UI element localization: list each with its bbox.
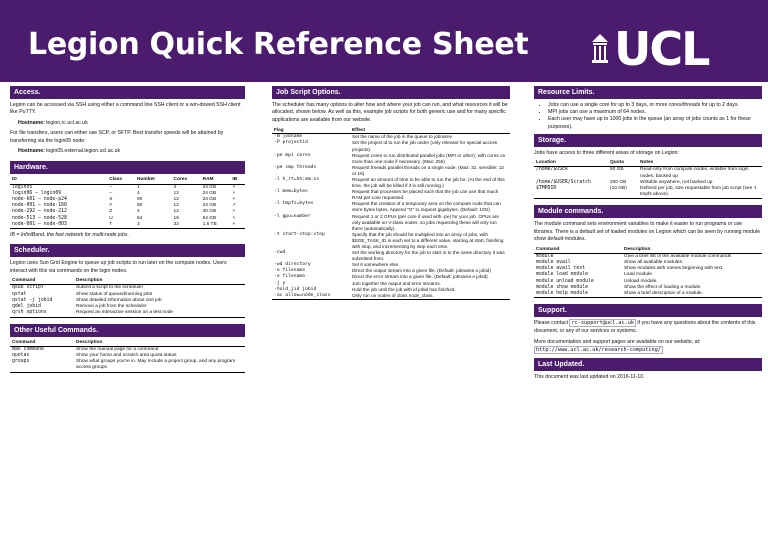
table-row: [534, 186, 762, 199]
cell: ×: [232, 184, 236, 190]
cell: 50 GB: [610, 167, 624, 173]
section-heading-storage: Storage.: [534, 134, 762, 147]
scheduler-intro: Legion uses Sun Grid Engine to queue up job scripts to run later on the compute nodes. Users interact with this via commands on the login nodes.: [10, 260, 227, 274]
table-row: [534, 167, 762, 180]
support-email-link[interactable]: rc-support@ucl.ac.uk: [571, 320, 634, 327]
cell: -l tmpfs=bytes: [274, 201, 314, 207]
cell: -cwd: [274, 250, 286, 256]
table-row: [272, 189, 510, 201]
cell: Direct the error stream into a given file. (Default: jobname.e jobid): [352, 274, 488, 280]
cell: Show the effect of loading a module.: [624, 284, 702, 290]
cell: -wd directory: [274, 262, 311, 268]
section-heading-last-updated: Last Updated.: [534, 358, 762, 371]
ucl-logo: [590, 22, 760, 76]
cell: Request an amount of time to be able to run the job for. (At the end of this time, the job will be killed if it is still running.): [352, 176, 505, 189]
cell: Show status of queued/running jobs: [76, 291, 153, 297]
cell: 24 GB: [202, 190, 217, 196]
cell: 4: [173, 184, 177, 190]
table-row: [10, 310, 245, 317]
scheduler-table: [10, 278, 245, 317]
cell: ×: [232, 209, 236, 215]
resource-limits-list: [534, 102, 762, 131]
section-heading-other-commands: Other Useful Commands.: [10, 324, 245, 337]
section-heading-scheduler: Scheduler.: [10, 244, 245, 257]
cell: login06 — login09: [12, 190, 62, 196]
cell: 64: [137, 215, 143, 221]
support-text: if you have any questions about the contents of this document, or any of our services or systems.: [534, 320, 756, 334]
cell: /home/$USER/Scratch: [536, 179, 591, 185]
column-header: ID: [10, 177, 107, 184]
cell: -pe mpi cores: [274, 152, 311, 158]
column-header: Number: [135, 177, 172, 184]
support-text: Please contact: [534, 320, 569, 327]
cell: 16: [173, 215, 179, 221]
section-heading-support: Support.: [534, 304, 762, 317]
cell: man command: [12, 346, 44, 352]
cell: Request 1 or 2 GPUs (per core if used with -pe) for your job. GPUs are only available on V-class nodes, so jobs requesting these will only run there (automatically).: [352, 213, 499, 231]
storage-intro: Jobs have access to three different areas of storage on Legion:: [534, 149, 679, 156]
cell: Y: [109, 203, 113, 209]
cell: ×: [232, 215, 236, 221]
hostname-value: login05.external.legion.ucl.ac.uk: [46, 148, 121, 155]
cell: -N jobname: [274, 134, 303, 140]
table-row: [272, 165, 510, 177]
column-header: Notes: [638, 160, 762, 167]
cell: 200 GB: [610, 179, 627, 185]
cell: qstat -j jobid: [12, 297, 53, 303]
cell: module load module: [536, 272, 588, 278]
hostname-label: Hostname:: [18, 119, 45, 126]
cell: 40 GB: [202, 209, 217, 215]
cell: -l mem=bytes: [274, 189, 308, 195]
table-row: [272, 250, 510, 262]
cell: /home/$USER: [536, 167, 568, 173]
table-row: [272, 201, 510, 213]
table-row: [272, 140, 510, 152]
cell: Z: [109, 209, 113, 215]
last-updated-text: This document was last updated on 2016-11-10.: [534, 373, 645, 380]
cell: Show modules with names beginning with text.: [624, 266, 724, 272]
transfer-hostname-line: [10, 148, 245, 155]
cell: Set the project id to run the job under (only relevant for special access projects).: [352, 140, 498, 152]
column-middle: [272, 86, 510, 300]
modules-intro: The module command sets environment variables to make it easier to run programs or use libraries. There is a default set of loaded modules on Legion which can be seen by running module show default-modules.: [534, 221, 760, 243]
cell: Show your home and scratch area quota status: [76, 352, 177, 358]
cell: module avail text: [536, 266, 586, 272]
storage-table: [534, 160, 762, 199]
column-header: IB: [230, 177, 245, 184]
cell: 64 GB: [202, 215, 217, 221]
cell: Defined per job, size requestable from job script (see -l tmpfs above).: [638, 186, 762, 199]
cell: 12: [173, 197, 179, 203]
cell: Remove a job from the scheduler: [76, 304, 147, 310]
cell: ×: [232, 190, 236, 196]
cell: Request that processes be placed such that the job can use that much RAM per core requested.: [352, 189, 499, 201]
cell: 1: [137, 184, 140, 190]
column-header: Flag: [272, 127, 350, 134]
cell: Request threads parallel threads on a single node. (Max: 32, sensible: 12 or 16): [352, 164, 504, 176]
table-row: [272, 232, 510, 250]
cell: -l gpu=number: [274, 213, 311, 219]
cell: Show what groups you're in. May include a project group, and any program access groups: [74, 359, 245, 372]
cell: 4: [137, 190, 140, 196]
job-script-table: [272, 127, 510, 300]
job-script-intro: The scheduler has many options to alter how and where your job can run, and what resources it will be allocated, shown below. As well as this, example job scripts for both generic use and for many specific applications are available from our website.: [272, 102, 508, 123]
cell: -ac allow=node_class: [272, 293, 350, 300]
transfer-paragraph: For file transfers, users can either use SCP, or SFTP. Best transfer speeds will be attained by transferring via the login05 node:: [10, 130, 224, 144]
cell: Give a brief list of the available module commands: [624, 253, 732, 259]
column-header: Command: [10, 278, 74, 285]
list-item: • Each user may have up to 1000 jobs in the queue (an array of jobs counts as 1 for these purposes).: [548, 116, 762, 130]
section-heading-access: Access.: [10, 86, 245, 99]
cell: Request an interactive session on a test node: [74, 310, 245, 317]
cell: Show all available modules.: [624, 260, 684, 266]
cell: node-292 — node-212: [12, 209, 67, 215]
cell: ×: [230, 222, 245, 229]
column-header: Location: [534, 160, 608, 167]
cell: Request cores to run distributed parallel jobs (MPI or other), with cores on more than one node if necessary. (Max: 256): [352, 152, 506, 164]
cell: Submit a script to the scheduler: [76, 285, 144, 291]
section-heading-hardware: Hardware.: [10, 161, 245, 174]
website-link[interactable]: http://www.ucl.ac.uk/research-computing/: [536, 346, 661, 353]
cell: 3: [135, 222, 172, 229]
portico-icon: [590, 32, 610, 66]
cell: (10 GB): [608, 186, 638, 199]
cell: groups: [10, 359, 74, 372]
cell: Request the creation of a temporary area on the compute node that can store bytes bytes. Append "G" to request gigabytes. (Default: 10G): [352, 201, 501, 213]
page-title: Legion Quick Reference Sheet: [28, 27, 529, 62]
modules-table: [534, 247, 762, 299]
column-header: Description: [74, 278, 245, 285]
cell: 24 GB: [202, 203, 217, 209]
hostname-line: [10, 120, 245, 127]
section-heading-job-script: Job Script Options.: [272, 86, 510, 99]
cell: Writable anywhere, not backed up: [640, 179, 713, 185]
cell: -o filename: [274, 268, 306, 274]
column-header: Description: [74, 340, 245, 347]
cell: Show the manual page for a command: [76, 346, 159, 352]
cell: Show detailed information about one job: [76, 297, 162, 303]
cell: 24 GB: [202, 184, 217, 190]
support-paragraph: [534, 320, 762, 335]
column-left: [10, 86, 245, 373]
docs-text: More documentation and support pages are available on our website, at:: [534, 339, 701, 346]
cell: Set the working directory for the job to start in to the same directory it was submitted from.: [352, 250, 505, 262]
cell: quotas: [12, 352, 30, 358]
table-row: [10, 222, 245, 229]
cell: X: [109, 197, 113, 203]
column-header: Effect: [350, 127, 510, 134]
cell: qrsh options: [10, 310, 74, 317]
table-row: [272, 293, 510, 300]
cell: U: [109, 215, 113, 221]
cell: node-513 — node-528: [12, 215, 67, 221]
cell: module: [536, 253, 554, 259]
cell: Show a brief description of a module.: [622, 291, 762, 298]
column-header: Quota: [608, 160, 638, 167]
cell: –: [109, 184, 112, 190]
column-header: Command: [534, 247, 622, 254]
cell: Set the name of the job in the queue to jobname: [352, 134, 453, 140]
cell: 1.5 TB: [201, 222, 231, 229]
hostname-label: Hostname:: [18, 148, 45, 155]
cell: module avail: [536, 260, 571, 266]
cell: node-k01 — node-p24: [12, 197, 67, 203]
column-right: [534, 86, 762, 384]
table-row: [10, 346, 245, 353]
cell: $TMPDIR: [534, 186, 608, 199]
cell: module unload module: [536, 278, 594, 284]
cell: Set it somewhere else.: [352, 262, 400, 268]
logo-wordmark: UCL: [614, 22, 709, 76]
cell: Only run on nodes of class node_class.: [350, 293, 510, 300]
table-row: [10, 184, 245, 191]
cell: Hold the job until the job with id jobid has finished.: [352, 286, 456, 292]
hardware-table: [10, 177, 245, 229]
other-commands-table: [10, 340, 245, 373]
cell: Read-only from compute nodes, writable from login nodes, backed up: [640, 167, 749, 179]
section-heading-modules: Module commands.: [534, 205, 762, 218]
cell: 12: [173, 203, 179, 209]
table-row: [10, 359, 245, 372]
cell: Direct the output stream into a given file. (Default: jobname.o jobid): [352, 268, 491, 274]
column-header: Class: [107, 177, 135, 184]
column-header: RAM: [201, 177, 231, 184]
cell: qdel jobid: [12, 304, 41, 310]
cell: qsub script: [12, 285, 44, 291]
cell: T: [107, 222, 135, 229]
hardware-note: IB = InfiniBand, the fast network for multi-node jobs.: [10, 232, 129, 239]
table-row: [272, 214, 510, 232]
table-row: [272, 177, 510, 189]
cell: Join together the output and error streams.: [352, 280, 441, 286]
cell: -e filename: [274, 274, 306, 280]
cell: 12: [173, 190, 179, 196]
cell: login05: [12, 184, 33, 190]
cell: –: [109, 190, 112, 196]
cell: ×: [232, 197, 236, 203]
cell: module show module: [536, 284, 588, 290]
hostname-value: legion.rc.ucl.ac.uk: [46, 119, 88, 126]
column-header: Description: [622, 247, 762, 254]
cell: -t start-stop:step: [274, 231, 325, 237]
cell: module help module: [534, 291, 622, 298]
cell: node-001 — node-003: [10, 222, 107, 229]
cell: node-001 — node-160: [12, 203, 67, 209]
cell: 12: [173, 209, 179, 215]
cell: Specify that the job should be multiplied into an array of jobs, with $SGE_TASK_ID in each set to a different value, starting at start, finishing with stop, and incrementing by step each time.: [352, 231, 504, 249]
table-row: [10, 285, 245, 292]
table-row: [534, 291, 762, 298]
cell: Unload module.: [624, 278, 658, 284]
section-heading-resource-limits: Resource Limits.: [534, 86, 762, 99]
cell: -hold_jid jobid: [274, 286, 317, 292]
cell: 32: [172, 222, 201, 229]
docs-paragraph: [534, 339, 762, 354]
cell: 24 GB: [202, 197, 217, 203]
cell: 4: [137, 209, 140, 215]
table-row: [272, 153, 510, 165]
access-paragraph: Legion can be accessed via SSH using either a command line SSH client or a win-dowed SSH client like PuTTY.: [10, 102, 241, 116]
cell: 90: [137, 197, 143, 203]
column-header: Cores: [172, 177, 201, 184]
cell: qstat: [12, 291, 27, 297]
list-item: • MPI jobs can use a maximum of 64 nodes.: [548, 109, 762, 116]
cell: -pe smp threads: [274, 164, 317, 170]
page-header: [0, 0, 768, 82]
list-item: • Jobs can use a single core for up to 3 days, or more cores/threads for up to 2 days.: [548, 102, 762, 109]
cell: -l h_rt=hh:mm:ss: [274, 176, 320, 182]
cell: 60: [137, 203, 143, 209]
cell: ✓: [232, 203, 237, 209]
column-header: Command: [10, 340, 74, 347]
cell: Load module.: [624, 272, 654, 278]
cell: -j y: [274, 280, 286, 286]
cell: -P projectid: [274, 140, 308, 146]
